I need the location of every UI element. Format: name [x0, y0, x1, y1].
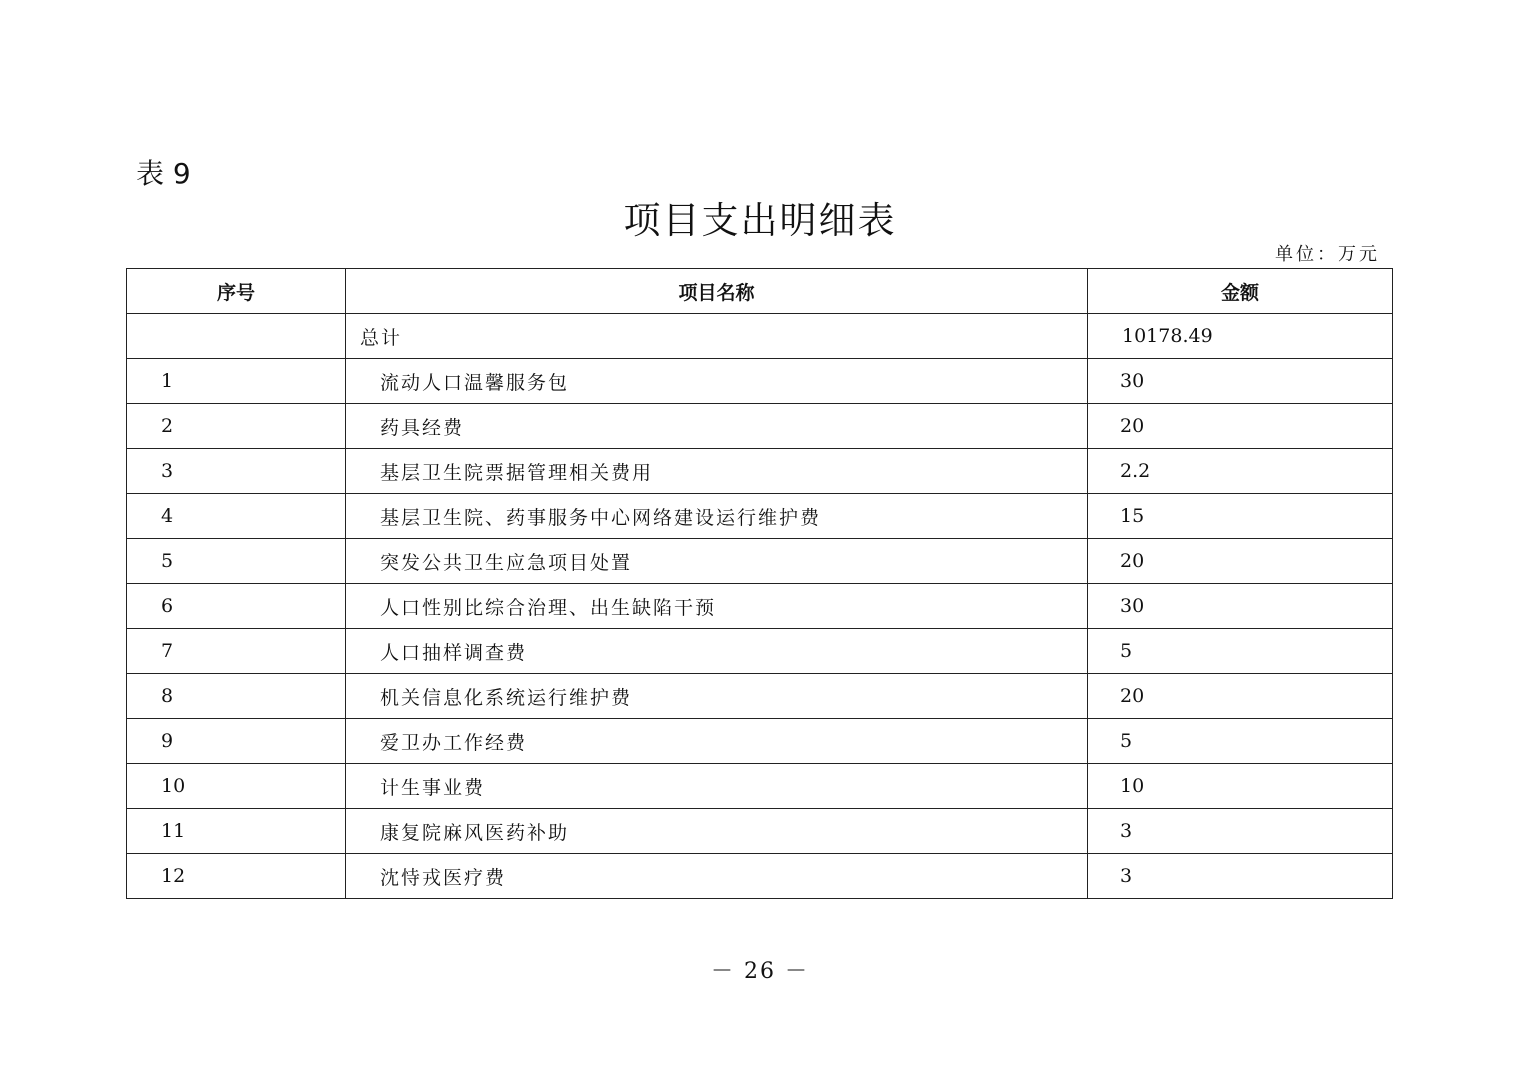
row-amount: 2.2	[1088, 449, 1393, 494]
row-seq: 6	[127, 584, 346, 629]
row-amount: 3	[1088, 809, 1393, 854]
header-name: 项目名称	[346, 269, 1088, 314]
row-name: 计生事业费	[346, 764, 1088, 809]
row-name: 康复院麻风医药补助	[346, 809, 1088, 854]
total-row	[127, 314, 1393, 359]
row-seq: 7	[127, 629, 346, 674]
row-seq: 11	[127, 809, 346, 854]
table-label: 表 9	[136, 157, 191, 190]
row-seq: 1	[127, 359, 346, 404]
page-number: － 26 －	[711, 959, 809, 984]
row-seq: 2	[127, 404, 346, 449]
header-amount: 金额	[1088, 269, 1393, 314]
table-row	[127, 404, 1393, 449]
row-amount: 3	[1088, 854, 1393, 899]
row-amount: 30	[1088, 584, 1393, 629]
row-name: 突发公共卫生应急项目处置	[346, 539, 1088, 584]
document-title: 项目支出明细表	[623, 199, 897, 242]
row-seq: 8	[127, 674, 346, 719]
row-amount: 15	[1088, 494, 1393, 539]
row-amount: 30	[1088, 359, 1393, 404]
row-amount: 20	[1088, 539, 1393, 584]
table-row	[127, 449, 1393, 494]
row-name: 流动人口温馨服务包	[346, 359, 1088, 404]
row-amount: 20	[1088, 674, 1393, 719]
row-name: 人口抽样调查费	[346, 629, 1088, 674]
row-seq: 10	[127, 764, 346, 809]
table-row	[127, 674, 1393, 719]
row-amount: 5	[1088, 629, 1393, 674]
table-row	[127, 809, 1393, 854]
unit-label: 单位：万元	[1275, 244, 1380, 265]
row-name: 人口性别比综合治理、出生缺陷干预	[346, 584, 1088, 629]
row-name: 机关信息化系统运行维护费	[346, 674, 1088, 719]
row-name: 基层卫生院票据管理相关费用	[346, 449, 1088, 494]
row-name: 爱卫办工作经费	[346, 719, 1088, 764]
table-row	[127, 719, 1393, 764]
row-seq: 4	[127, 494, 346, 539]
header-seq: 序号	[127, 269, 346, 314]
row-amount: 20	[1088, 404, 1393, 449]
row-seq: 9	[127, 719, 346, 764]
total-amount: 10178.49	[1088, 314, 1393, 359]
row-name: 药具经费	[346, 404, 1088, 449]
total-name: 总计	[346, 314, 1088, 359]
expense-table	[126, 268, 1393, 899]
table-row	[127, 359, 1393, 404]
row-seq: 12	[127, 854, 346, 899]
table-row	[127, 764, 1393, 809]
header-row	[127, 269, 1393, 314]
row-name: 沈恃戎医疗费	[346, 854, 1088, 899]
row-seq: 3	[127, 449, 346, 494]
table-row	[127, 539, 1393, 584]
table-row	[127, 584, 1393, 629]
table-row	[127, 629, 1393, 674]
total-seq	[127, 314, 346, 359]
row-amount: 5	[1088, 719, 1393, 764]
table-row	[127, 494, 1393, 539]
table-row	[127, 854, 1393, 899]
row-name: 基层卫生院、药事服务中心网络建设运行维护费	[346, 494, 1088, 539]
row-amount: 10	[1088, 764, 1393, 809]
row-seq: 5	[127, 539, 346, 584]
